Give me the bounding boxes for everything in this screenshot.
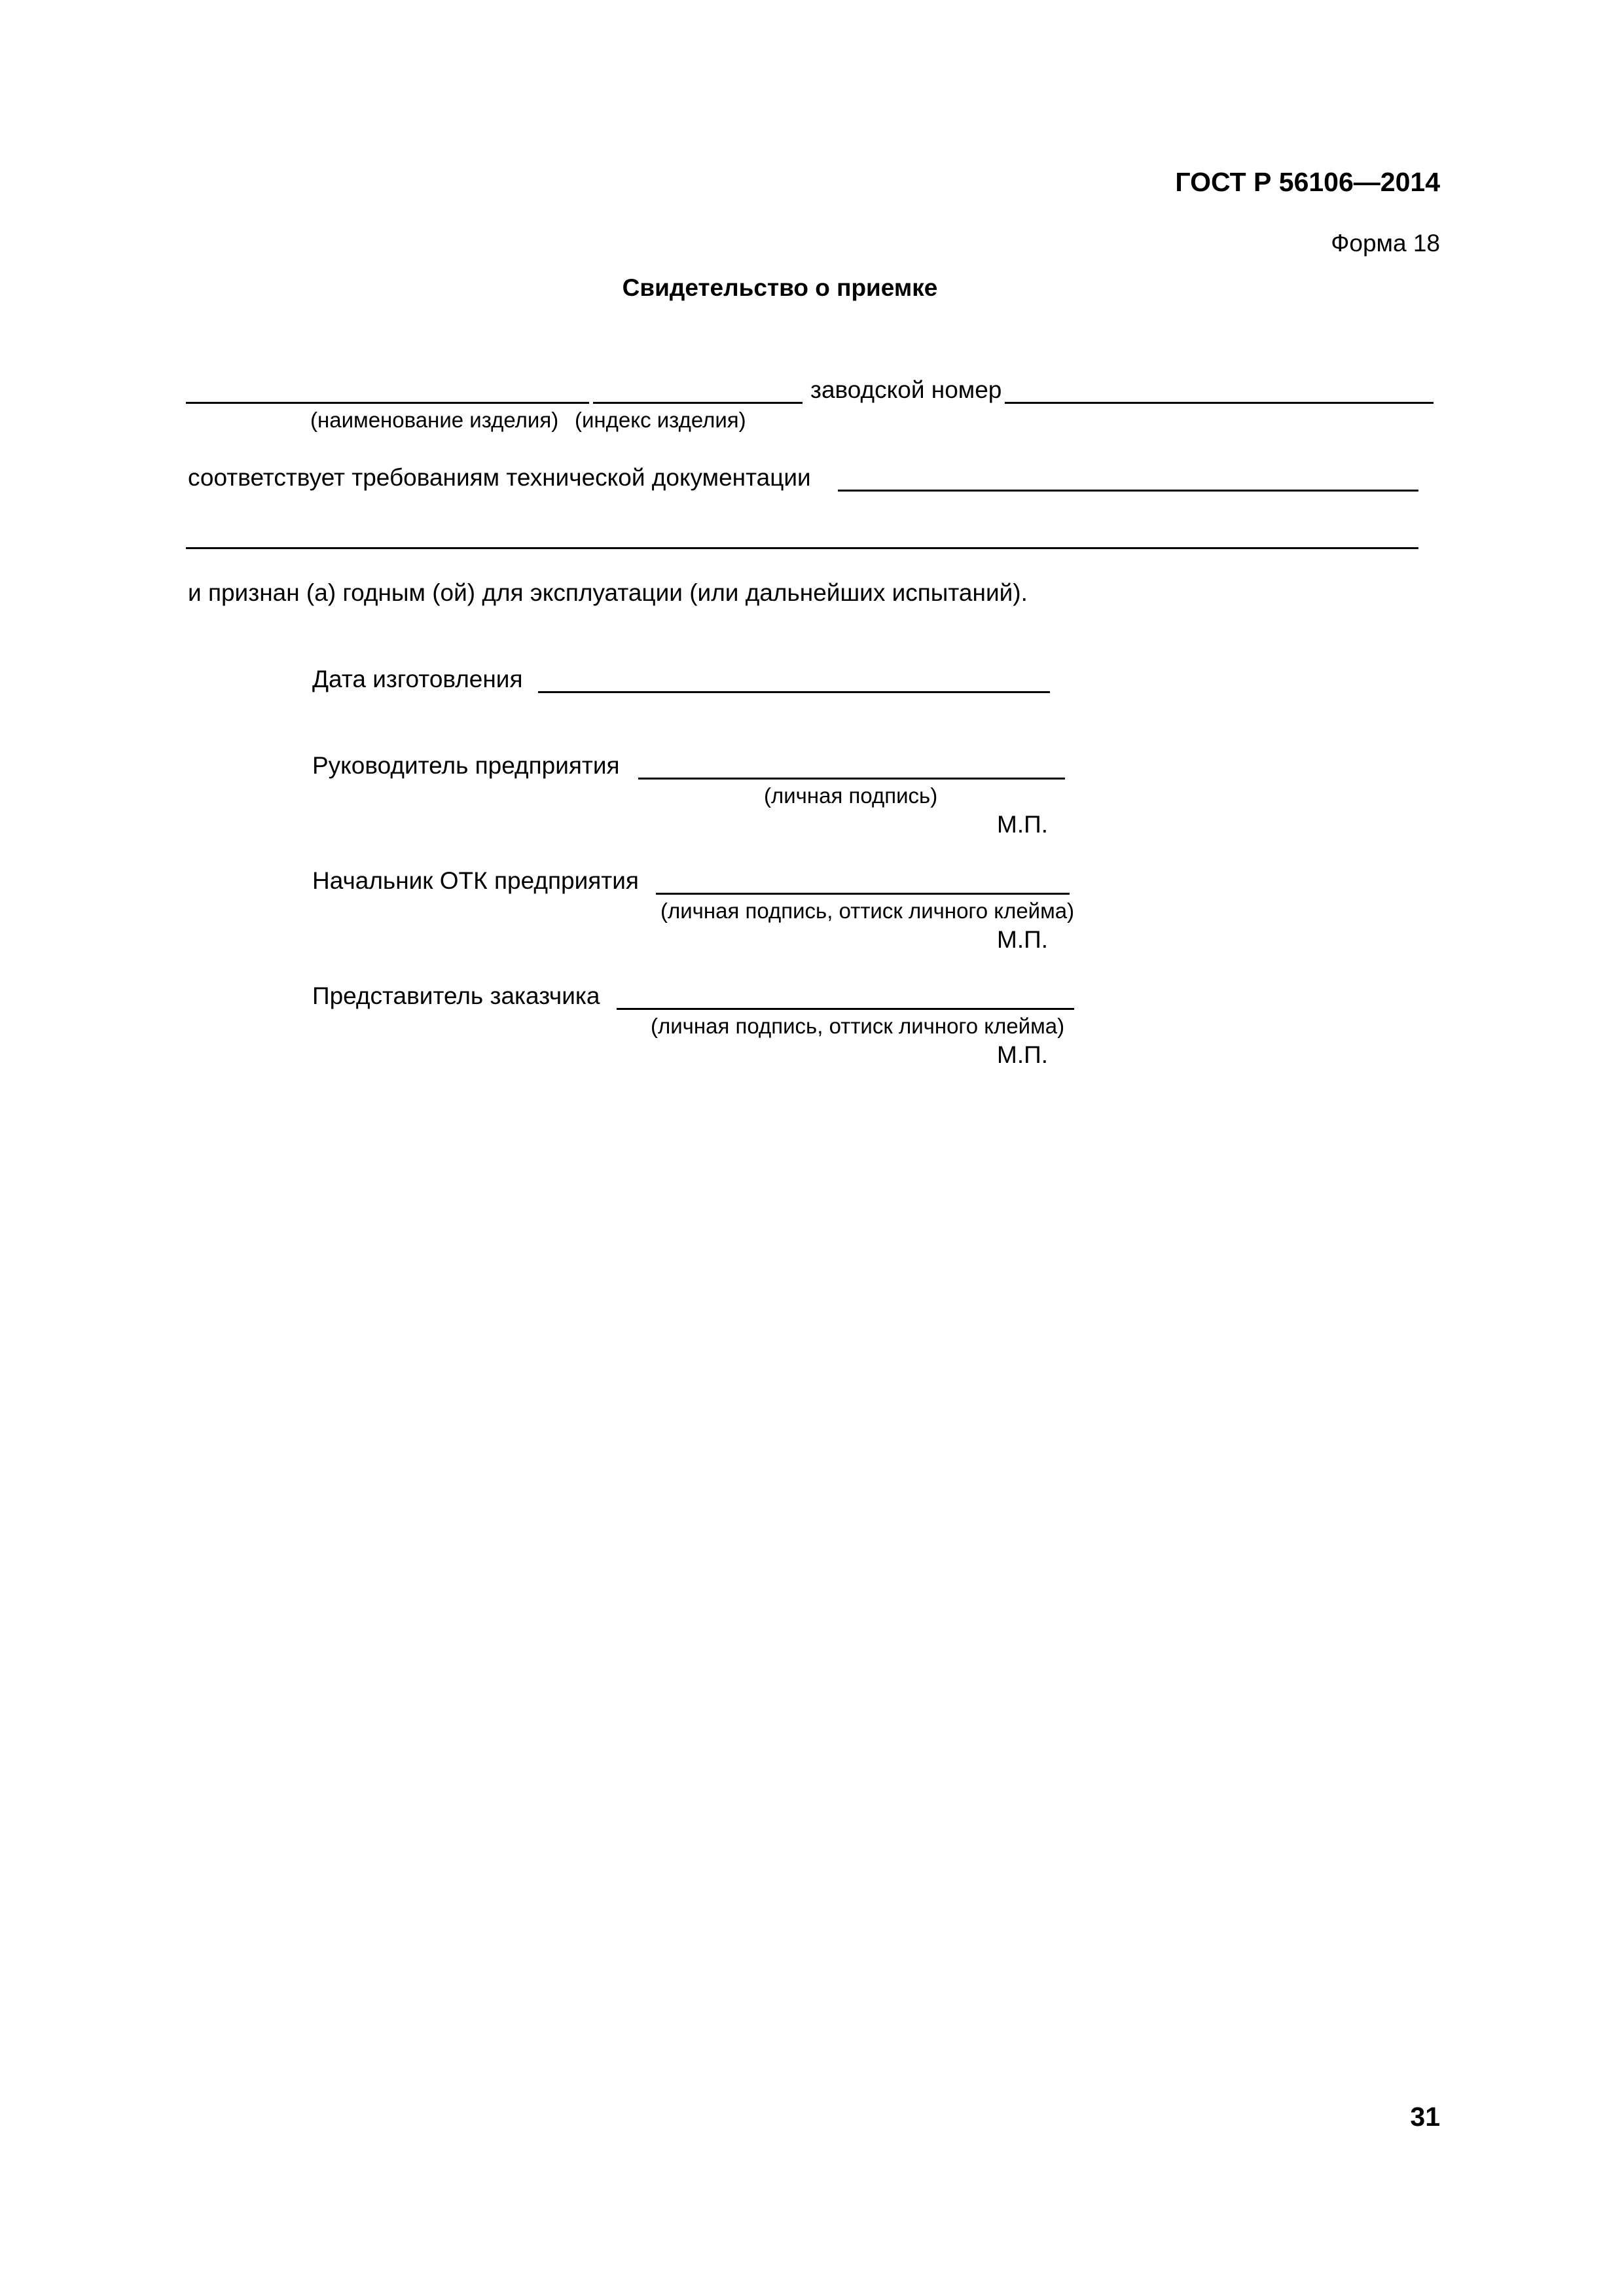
otk-stamp: М.П. [997, 926, 1048, 953]
otk-label: Начальник ОТК предприятия [312, 867, 639, 894]
director-stamp: М.П. [997, 811, 1048, 838]
product-index-line [593, 402, 803, 404]
compliance-text: соответствует требованиям технической документации [188, 464, 811, 491]
director-caption: (личная подпись) [764, 783, 938, 808]
form-number: Форма 18 [1331, 230, 1440, 257]
customer-signature-line [617, 1008, 1074, 1010]
customer-caption: (личная подпись, оттиск личного клейма) [651, 1014, 1065, 1038]
document-title: Свидетельство о приемке [622, 274, 938, 301]
acceptance-text: и признан (а) годным (ой) для эксплуатации (или дальнейших испытаний). [188, 579, 1028, 606]
product-index-caption: (индекс изделия) [575, 408, 746, 432]
otk-caption: (личная подпись, оттиск личного клейма) [660, 899, 1075, 923]
director-label: Руководитель предприятия [312, 752, 620, 779]
tech-documentation-line-2 [186, 547, 1418, 549]
factory-number-line [1005, 402, 1434, 404]
director-signature-line [638, 778, 1065, 780]
otk-signature-line [656, 893, 1070, 895]
product-name-caption: (наименование изделия) [310, 408, 559, 432]
customer-stamp: М.П. [997, 1041, 1048, 1068]
factory-number-label: заводской номер [810, 376, 1002, 403]
manufacture-date-line [538, 691, 1050, 693]
standard-number: ГОСТ Р 56106—2014 [1175, 167, 1440, 197]
customer-label: Представитель заказчика [312, 982, 600, 1009]
product-name-line [186, 402, 589, 404]
manufacture-date-label: Дата изготовления [312, 666, 523, 692]
tech-documentation-line [838, 490, 1418, 492]
page-number: 31 [1410, 2102, 1440, 2132]
